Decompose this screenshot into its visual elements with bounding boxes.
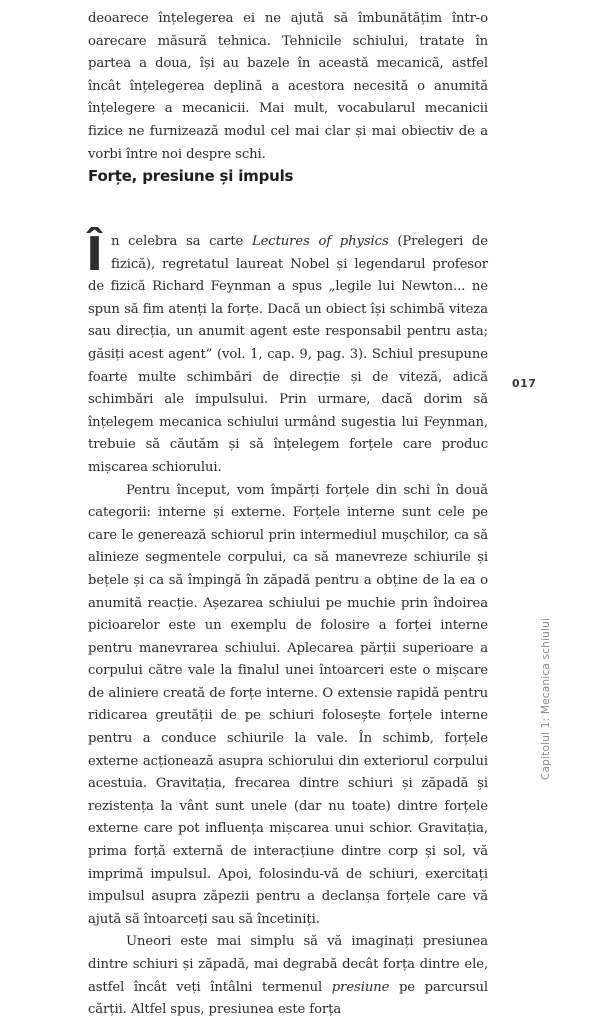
paragraph-3-text-a: Uneori este mai simplu să vă imaginați presiunea dintre schiuri și zăpadă, mai degrabă decât forța dintre ele, astfel încât veți întâlni termenul [88, 934, 488, 995]
body-block [86, 227, 489, 1022]
paragraph-3 [88, 931, 488, 1021]
paragraph-2 [88, 480, 488, 932]
paragraph-2-text: Pentru început, vom împărți forțele din schi în două categorii: interne și externe. Forțele interne sunt cele pe care le generează schiorul prin intermediul mușchilor, ca să alinieze segmentele corpului, ca să manevreze schiurile și bețele și ca să împingă în zăpadă pentru a obține de la ea o anumită reacție. Așezarea schiului pe muchie prin îndoirea picioarelor este un exemplu de folosire a forței interne pentru manevrarea schiului. Aplecarea părții superioare a corpului către vale la finalul unei întoarceri este o mișcare de aliniere creată de forțe interne. O extensie rapidă pentru ridicarea greutății de pe schiuri folosește forțele interne pentru a conduce schiurile la vale. În schimb, forțele externe acționează asupra schiorului din exteriorul corpului acestuia. Gravitația, frecarea dintre schiuri și zăpadă și rezistența la vânt sunt unele (dar nu toate) dintre forțele externe care pot influența mișcarea unui schior. Gravitația, prima forță externă de interacțiune dintre corp și sol, vă imprimă impulsul. Apoi, folosindu-vă de schiuri, exercitați impulsul asupra zăpezii pentru a declanșa forțele care vă ajută să întoarceți sau să încetiniți. [88, 482, 488, 927]
intro-block [88, 8, 488, 166]
section-title: Forțe, presiune și impuls [88, 167, 294, 185]
paragraph-1 [86, 227, 488, 480]
intro-paragraph: deoarece înțelegerea ei ne ajută să îmbunătățim într-o oarecare măsură tehnica. Tehnicile schiului, tratate în partea a doua, își au bazele în această mecanică, astfel încât înțelegerea deplină a acestora necesită o anumită înțelegere a mecanicii. Mai mult, vocabularul mecanicii fizice ne furnizează modul cel mai clar și mai obiectiv de a vorbi între noi despre schi. [88, 11, 488, 162]
paragraph-1-text-b: (Prelegeri de fizică), regretatul laureat Nobel și legendarul profesor de fizică Richard Feynman a spus „legile lui Newton... ne spun să fim atenți la forțe. Dacă un obiect își schimbă viteza sau direcția, un anumit agent este responsabil pentru asta; găsiți acest agent” (vol. 1, cap. 9, pag. 3). Schiul presupune foarte multe schimbări de direcție și de viteză, adică schimbări ale impulsului. Prin urmare, dacă dorim să înțelegem mecanica schiului urmând sugestia lui Feynman, trebuie să căutăm și să înțelegem forțele care produc mișcarea schiorului. [88, 234, 488, 475]
drop-cap: Î [86, 227, 104, 281]
running-head: Capitolul 1: Mecanica schiului [540, 617, 552, 780]
book-title: Lectures of physics [251, 234, 389, 249]
term-presiune: presiune [331, 979, 390, 995]
paragraph-3-text-b: pe parcursul cărții. Altfel spus, presiunea este forța [88, 979, 489, 1018]
paragraph-1-text-a: n celebra sa carte [111, 234, 252, 249]
page-number: 017 [512, 377, 537, 390]
